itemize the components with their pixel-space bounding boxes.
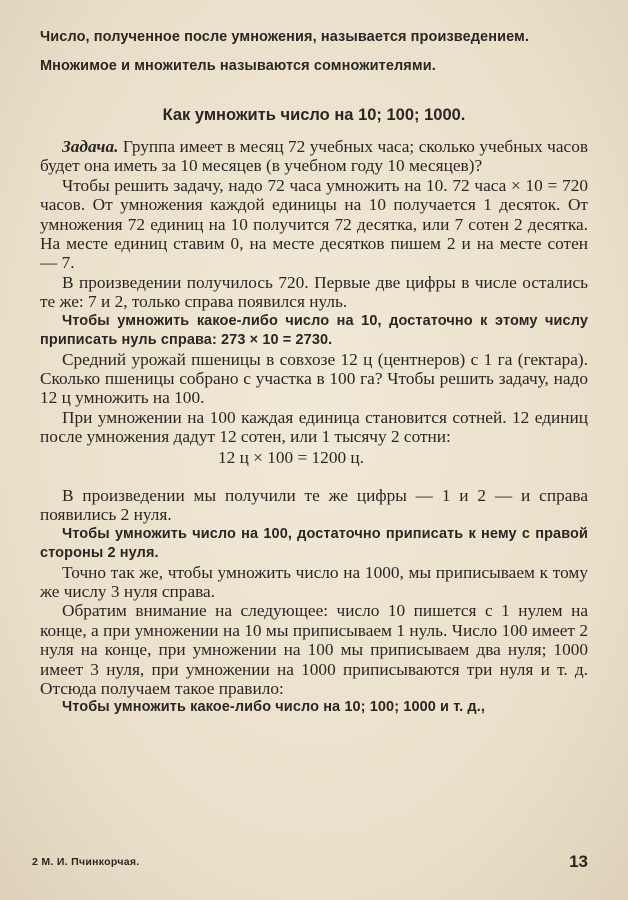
paragraph-3: Средний урожай пшеницы в совхозе 12 ц (центнеров) с 1 га (гектара). Сколько пшеницы собрано с участка в 100 га? Чтобы решить задачу, надо 12 ц умножить на 100. bbox=[40, 349, 588, 408]
paragraph-4: При умножении на 100 каждая единица становится сотней. 12 единиц после умножения дадут 12 сотен, или 1 тысячу 2 сотни: bbox=[40, 407, 588, 447]
paragraph-1: Чтобы решить задачу, надо 72 часа умножить на 10. 72 часа × 10 = 720 часов. От умножения каждой единицы на 10 получается 1 десяток. От умножения 72 единиц на 10 получится 72 десятка, или 7 сотен 2 десятка. На месте единиц ставим 0, на месте десятков пишем 2 и на месте сотен — 7. bbox=[40, 175, 588, 273]
page-number: 13 bbox=[569, 852, 588, 871]
task-paragraph bbox=[40, 137, 588, 176]
section-title: Как умножить число на 10; 100; 1000. bbox=[162, 106, 466, 124]
paragraph-2: В произведении получилось 720. Первые две цифры в числе остались те же: 7 и 2, только справа появился нуль. bbox=[40, 272, 588, 312]
formula: 12 ц × 100 = 1200 ц. bbox=[218, 447, 364, 467]
definition-factors: Множимое и множитель называются сомножителями. bbox=[40, 58, 436, 74]
rule-multiply-by-100: Чтобы умножить число на 100, достаточно приписать к нему с правой стороны 2 нуля. bbox=[40, 525, 588, 561]
paragraph-5: В произведении мы получили те же цифры — 1 и 2 — и справа появились 2 нуля. bbox=[40, 485, 588, 525]
definition-product: Число, полученное после умножения, называется произведением. bbox=[40, 29, 530, 45]
rule-general: Чтобы умножить какое-либо число на 10; 100; 1000 и т. д., bbox=[62, 699, 485, 716]
task-text: Группа имеет в месяц 72 учебных часа; сколько учебных часов будет она иметь за 10 месяцев (в учебном году 10 месяцев)? bbox=[40, 137, 588, 176]
page-footer bbox=[32, 852, 588, 876]
task-label: Задача. bbox=[62, 137, 119, 156]
signature-mark: 2 М. И. Пчинкорчая. bbox=[32, 856, 140, 868]
paragraph-6: Точно так же, чтобы умножить число на 1000, мы приписываем к тому же числу 3 нуля справа. bbox=[40, 562, 588, 601]
rule-multiply-by-10: Чтобы умножить какое-либо число на 10, достаточно к этому числу приписать нуль справа: 273 × 10 = 2730. bbox=[40, 312, 588, 348]
page-content bbox=[40, 28, 588, 717]
paragraph-7: Обратим внимание на следующее: число 10 пишется с 1 нулем на конце, а при умножении на 10 мы приписываем 1 нуль. Число 100 имеет 2 нуля на конце, при умножении на 100 мы приписываем два нуля; 1000 имеет 3 нуля, при умножении на 1000 приписываются три нуля и т. д. Отсюда получаем такое правило: bbox=[40, 601, 588, 698]
